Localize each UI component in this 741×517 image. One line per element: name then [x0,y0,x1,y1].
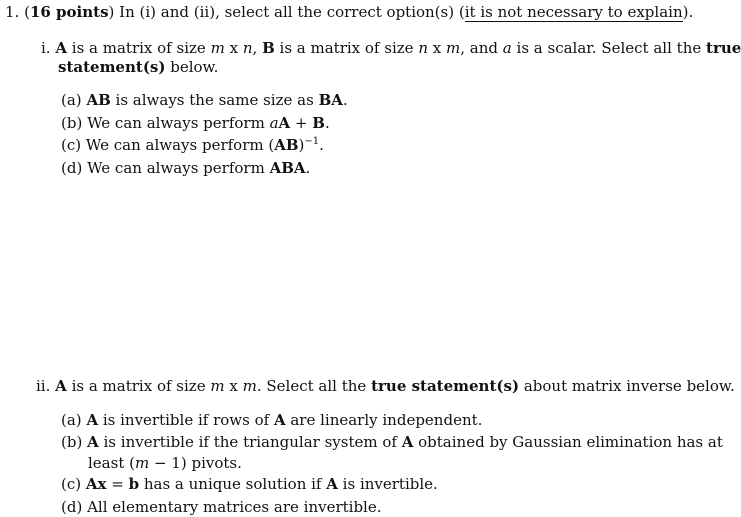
ba: BA [318,91,343,109]
points-label: 16 points [29,3,109,21]
question-header [5,2,693,22]
option-ii-b-cont [88,453,242,473]
part-i-label: i. [41,39,51,57]
option-label: (d) [61,498,83,516]
option-text4: − 1) pivots. [149,454,242,472]
option-label: (b) [61,114,83,132]
ab: AB [86,91,111,109]
matrix-a: A [86,411,99,429]
option-i-b[interactable] [61,113,330,133]
vector-b: b [128,475,140,493]
question-number: 1. [5,3,20,21]
option-i-d[interactable] [61,158,310,178]
option-text: is always the same size as [110,91,319,109]
matrix-a: A [87,433,99,451]
matrix-a2: A [401,433,414,451]
option-i-a[interactable] [61,90,348,110]
times-x2: x [432,39,442,57]
var-m: m [210,377,225,395]
option-label: (b) [61,433,83,451]
points-close-paren: ) [108,3,115,21]
option-ii-b[interactable] [61,432,723,452]
option-i-c[interactable] [61,135,324,155]
part-ii-label: ii. [36,377,51,395]
bold-statement: statement(s) [58,58,166,76]
plus: + [290,114,313,132]
aba: ABA [269,159,306,177]
matrix-a: A [55,377,67,395]
part-i-line1 [41,38,741,58]
option-label: (a) [61,411,82,429]
period: . [319,136,324,154]
part-i-text2: is a matrix of size [279,39,414,57]
matrix-a: A [326,475,338,493]
var-m2: m [242,377,257,395]
note-underlined: it is not necessary to explain [464,3,683,21]
option-text: has a unique solution if [139,475,327,493]
option-label: (c) [61,475,82,493]
option-label: (d) [61,159,83,177]
matrix-a: A [278,114,291,132]
part-ii-text3: about matrix inverse below. [523,377,735,395]
option-text2: is invertible. [337,475,438,493]
option-text: We can always perform [87,114,270,132]
points-open-paren: ( [24,3,30,21]
bold-true-statement: true statement(s) [371,377,520,395]
question-intro: In (i) and (ii), select all the correct option(s) [119,3,455,21]
var-n: n [242,39,253,57]
bold-true: true [706,39,741,57]
inverse-exponent: −1 [304,136,320,147]
part-ii-text1: is a matrix of size [71,377,206,395]
var-m: m [134,454,150,472]
option-text: All elementary matrices are invertible. [87,498,382,516]
matrix-a2: A [273,411,286,429]
option-text: is invertible if the triangular system of [98,433,402,451]
ab: AB [274,136,299,154]
times-x: x [229,39,239,57]
part-i-text3: , and [460,39,498,57]
option-text: We can always perform ( [85,136,275,154]
option-label: (a) [61,91,82,109]
var-m2: m [446,39,461,57]
matrix-a: A [55,39,67,57]
option-text2: are linearly independent. [285,411,483,429]
period: . [342,91,348,109]
times-x: x [229,377,238,395]
part-ii-line1 [36,376,735,396]
option-text2: obtained by Gaussian elimination has at [413,433,723,451]
matrix-b: B [312,114,325,132]
note-open-paren: ( [458,3,465,21]
option-text3: least ( [88,454,135,472]
scalar-a: a [269,114,279,132]
comma: , [252,39,258,57]
period: . [324,114,330,132]
var-m: m [210,39,225,57]
option-ii-d[interactable] [61,497,382,517]
ax: Ax [85,475,107,493]
part-i-text4: is a scalar. Select all the [516,39,702,57]
option-label: (c) [61,136,82,154]
part-i-text5: below. [170,58,219,76]
scalar-a: a [502,39,512,57]
note-close: ). [682,3,694,21]
part-i-line2 [58,57,218,77]
close-paren: ) [298,136,305,154]
part-i-text1: is a matrix of size [71,39,206,57]
part-ii-text2: . Select all the [256,377,367,395]
matrix-b: B [262,39,275,57]
option-ii-a[interactable] [61,410,482,430]
period: . [305,159,311,177]
option-text: We can always perform [87,159,270,177]
option-ii-c[interactable] [61,474,438,494]
option-text: is invertible if rows of [98,411,274,429]
equals: = [106,475,129,493]
var-n2: n [418,39,428,57]
